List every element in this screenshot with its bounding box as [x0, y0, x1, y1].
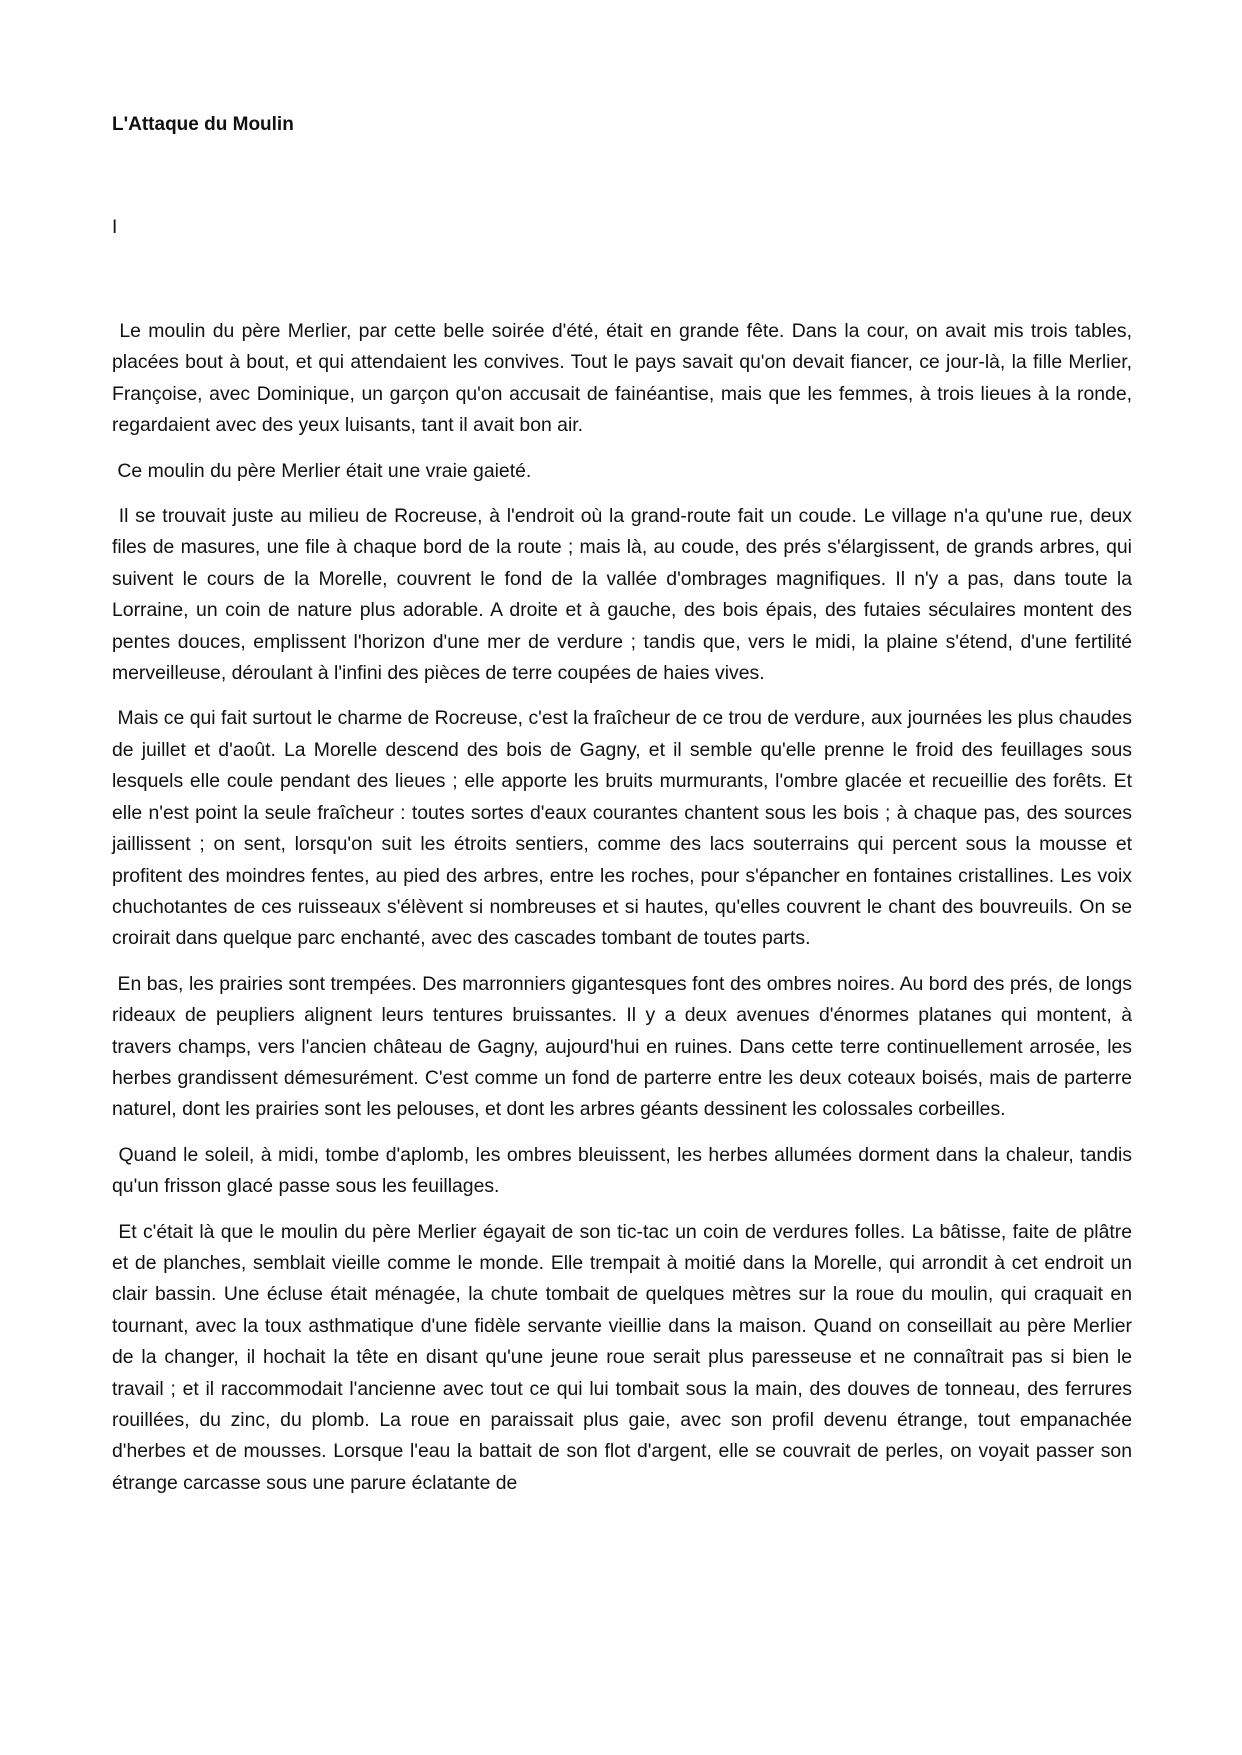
document-title: L'Attaque du Moulin: [112, 114, 294, 135]
paragraph-5: En bas, les prairies sont trempées. Des marronniers gigantesques font des ombres noires. Au bord des prés, de longs rideaux de peupliers alignent leurs tentures bruissantes. Il y a deux avenues d'énormes platanes qui montent, à travers champs, vers l'ancien château de Gagny, aujourd'hui en ruines. Dans cette terre continuellement arrosée, les herbes grandissent démesurément. C'est comme un fond de parterre entre les deux coteaux boisés, mais de parterre naturel, dont les prairies sont les pelouses, et dont les arbres géants dessinent les colossales corbeilles.: [112, 972, 1138, 1121]
paragraph-4: Mais ce qui fait surtout le charme de Rocreuse, c'est la fraîcheur de ce trou de verdure, aux journées les plus chaudes de juillet et d'août. La Morelle descend des bois de Gagny, et il semble qu'elle prenne le froid des feuillages sous lesquels elle coule pendant des lieues ; elle apporte les bruits murmurants, l'ombre glacée et recueillie des forêts. Et elle n'est point la seule fraîcheur : toutes sortes d'eaux courantes chantent sous les bois ; à chaque pas, des sources jaillissent ; on sent, lorsqu'on suit les étroits sentiers, comme des lacs souterrains qui percent sous la mousse et profitent des moindres fentes, au pied des arbres, entre les roches, pour s'épancher en fontaines cristallines. Les voix chuchotantes de ces ruisseaux s'élèvent si nombreuses et si hautes, qu'elles couvrent le chant des bouvreuils. On se croirait dans quelque parc enchanté, avec des cascades tombant de toutes parts.: [112, 707, 1138, 950]
paragraph-7: Et c'était là que le moulin du père Merlier égayait de son tic-tac un coin de verdures folles. La bâtisse, faite de plâtre et de planches, semblait vieille comme le monde. Elle trempait à moitié dans la Morelle, qui arrondit à cet endroit un clair bassin. Une écluse était ménagée, la chute tombait de quelques mètres sur la roue du moulin, qui craquait en tournant, avec la toux asthmatique d'une fidèle servante vieillie dans la maison. Quand on conseillait au père Merlier de la changer, il hochait la tête en disant qu'une jeune roue serait plus paresseuse et ne connaîtrait pas si bien le travail ; et il raccommodait l'ancienne avec tout ce qui lui tombait sous la main, des douves de tonneau, des ferrures rouillées, du zinc, du plomb. La roue en paraissait plus gaie, avec son profil devenu étrange, tout empanachée d'herbes et de mousses. Lorsque l'eau la battait de son flot d'argent, elle se couvrait de perles, on voyait passer son étrange carcasse sous une parure éclatante de: [112, 1220, 1138, 1494]
chapter-number: I: [112, 217, 118, 238]
paragraph-2: Ce moulin du père Merlier était une vraie gaieté.: [112, 459, 532, 482]
paragraph-6: Quand le soleil, à midi, tombe d'aplomb, les ombres bleuissent, les herbes allumées dorment dans la chaleur, tandis qu'un frisson glacé passe sous les feuillages.: [112, 1143, 1138, 1198]
paragraph-3: Il se trouvait juste au milieu de Rocreuse, à l'endroit où la grand-route fait un coude. Le village n'a qu'une rue, deux files de masures, une file à chaque bord de la route ; mais là, au coude, des prés s'élargissent, de grands arbres, qui suivent le cours de la Morelle, couvrent le fond de la vallée d'ombrages magnifiques. Il n'y a pas, dans toute la Lorraine, un coin de nature plus adorable. A droite et à gauche, des bois épais, des futaies séculaires montent des pentes douces, emplissent l'horizon d'une mer de verdure ; tandis que, vers le midi, la plaine s'étend, d'une fertilité merveilleuse, déroulant à l'infini des pièces de terre coupées de haies vives.: [112, 505, 1138, 685]
paragraph-1: Le moulin du père Merlier, par cette belle soirée d'été, était en grande fête. Dans la cour, on avait mis trois tables, placées bout à bout, et qui attendaient les convives. Tout le pays savait qu'on devait fiancer, ce jour-là, la fille Merlier, Françoise, avec Dominique, un garçon qu'on accusait de fainéantise, mais que les femmes, à trois lieues à la ronde, regardaient avec des yeux luisants, tant il avait bon air.: [112, 320, 1138, 437]
body-text: [112, 316, 1138, 1513]
